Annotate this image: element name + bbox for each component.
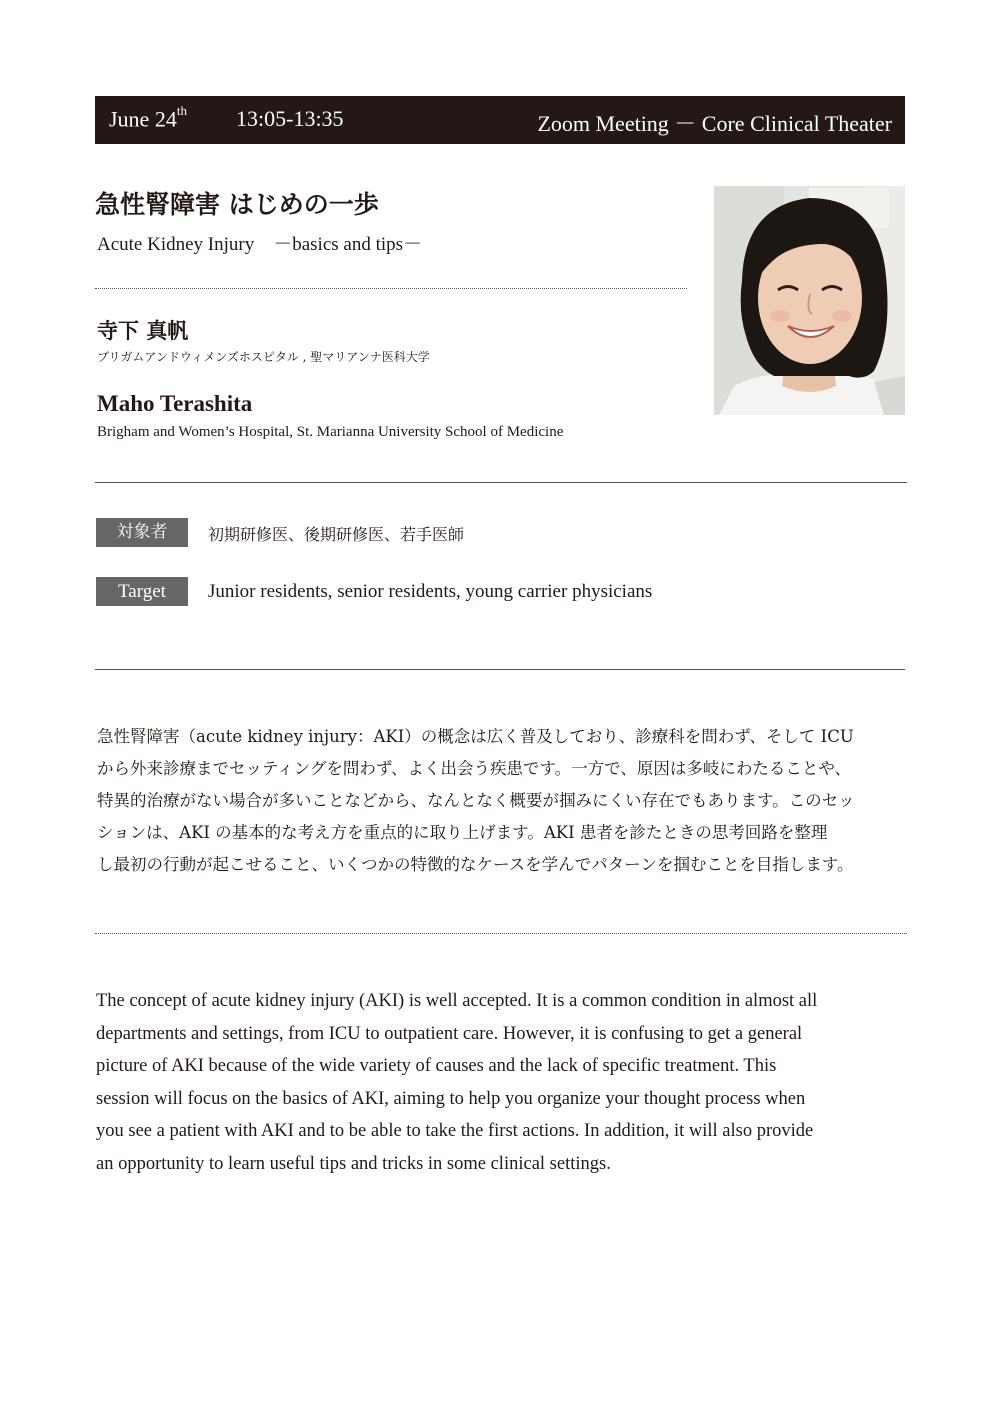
date-suffix: th xyxy=(176,103,187,118)
description-ja-line: ションは、AKI の基本的な考え方を重点的に取り上げます。AKI 患者を診たときの思考回路を整理 xyxy=(97,823,828,842)
session-date: June 24th xyxy=(109,103,187,132)
title-divider xyxy=(95,288,687,289)
speaker-portrait-image xyxy=(714,186,905,415)
target-label-en: Target xyxy=(96,577,188,606)
description-en-line: you see a patient with AKI and to be able to take the first actions. In addition, it will also provide xyxy=(96,1121,814,1142)
session-venue: Zoom Meeting － Core Clinical Theater xyxy=(537,111,892,136)
section-rule-top xyxy=(95,482,907,483)
description-ja-line: 特異的治療がない場合が多いことなどから、なんとなく概要が掴みにくい存在でもあります。このセッ xyxy=(97,791,855,810)
description-en-line: The concept of acute kidney injury (AKI) is well accepted. It is a common condition in almost all xyxy=(96,991,818,1011)
session-time: 13:05-13:35 xyxy=(236,106,344,131)
speaker-name-ja: 寺下 真帆 xyxy=(97,318,189,343)
target-text-en: Junior residents, senior residents, young carrier physicians xyxy=(208,581,653,602)
description-en-line: an opportunity to learn useful tips and tricks in some clinical settings. xyxy=(96,1153,611,1174)
speaker-name-en: Maho Terashita xyxy=(97,391,253,416)
speaker-photo xyxy=(714,186,905,415)
description-ja xyxy=(97,721,909,881)
session-header-bar xyxy=(95,96,905,144)
description-divider xyxy=(95,933,907,934)
description-en-line: picture of AKI because of the wide variety of causes and the lack of specific treatment. This xyxy=(96,1056,777,1077)
speaker-affiliation-en: Brigham and Women’s Hospital, St. Marianna University School of Medicine xyxy=(97,424,564,440)
target-text-ja: 初期研修医、後期研修医、若手医師 xyxy=(208,525,465,544)
description-ja-line: 急性腎障害（acute kidney injury：AKI）の概念は広く普及しており、診療科を問わず、そして ICU xyxy=(97,727,854,746)
session-title-ja: 急性腎障害 はじめの一歩 xyxy=(95,190,379,219)
section-rule-bottom xyxy=(95,669,905,670)
description-en xyxy=(96,985,906,1181)
session-title-en: Acute Kidney Injury －basics and tips－ xyxy=(97,234,423,255)
target-label-ja: 対象者 xyxy=(96,518,188,547)
description-en-line: session will focus on the basics of AKI, aiming to help you organize your thought process when xyxy=(96,1088,806,1109)
description-ja-line: から外来診療までセッティングを問わず、よく出会う疾患です。一方で、原因は多岐にわたることや、 xyxy=(97,759,852,778)
description-ja-line: し最初の行動が起こせること、いくつかの特徴的なケースを学んでパターンを掴むことを目指します。 xyxy=(97,855,854,874)
description-en-line: departments and settings, from ICU to outpatient care. However, it is confusing to get a general xyxy=(96,1023,803,1044)
speaker-affiliation-ja: ブリガムアンドウィメンズホスピタル , 聖マリアンナ医科大学 xyxy=(97,350,430,364)
